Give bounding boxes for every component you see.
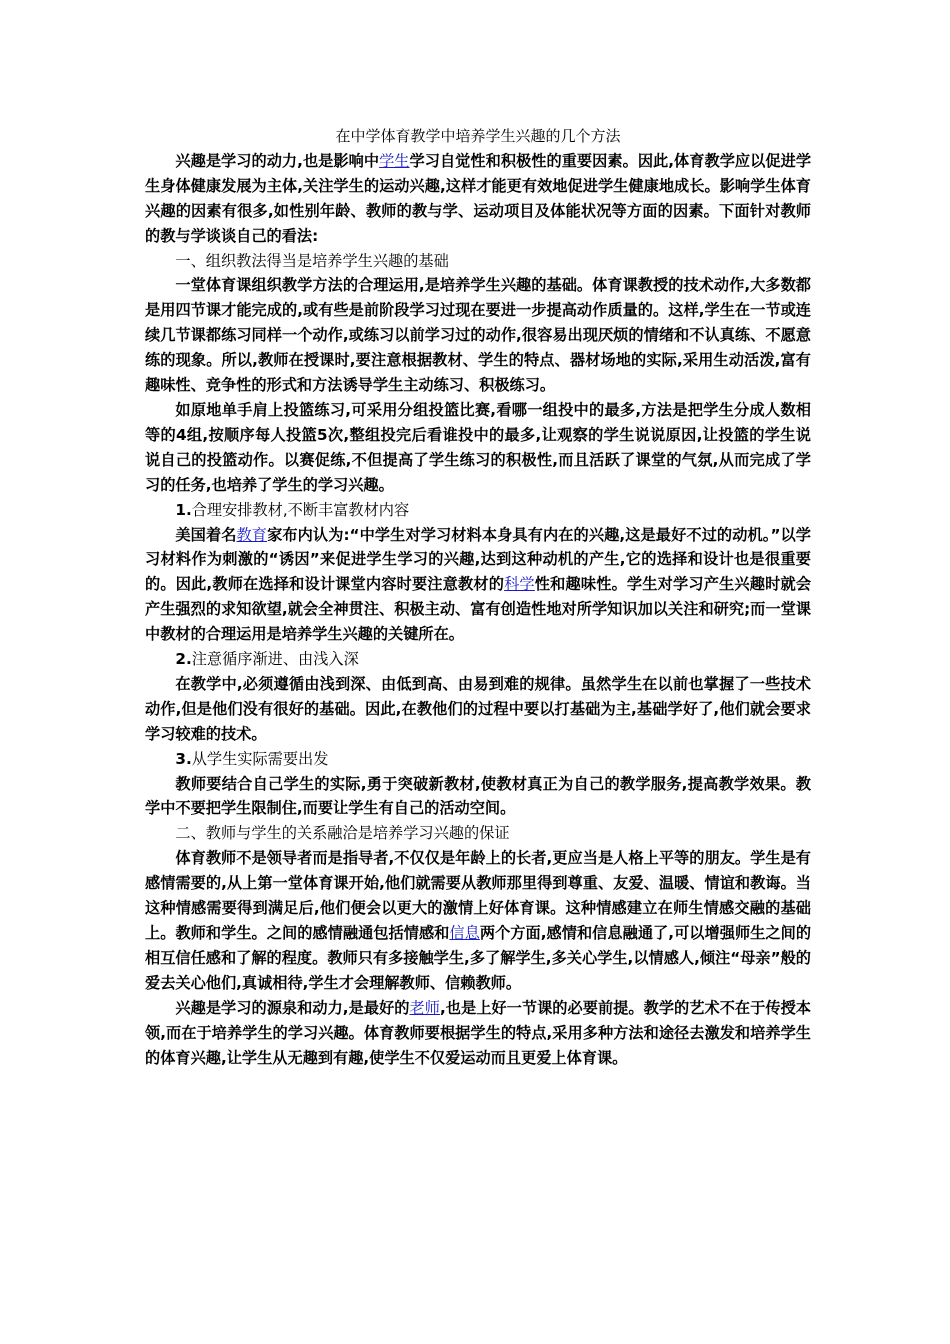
paragraph-gradual: 在教学中,必须遵循由浅到深、由低到高、由易到难的规律。虽然学生在以前也掌握了一些技术动作,但是他们没有很好的基础。因此,在教他们的过程中要以打基础为主,基础学好了,他们就会要求学习较难的技术。	[145, 674, 811, 743]
link-information[interactable]: 信息	[449, 924, 480, 942]
subsection-title: 注意循序渐进、由浅入深	[191, 650, 359, 669]
paragraph-student-needs: 教师要结合自己学生的实际,勇于突破新教材,使教材真正为自己的教学服务,提高教学效果。教学中不要把学生限制住,而要让学生有自己的活动空间。	[145, 774, 811, 818]
paragraph-text: 美国着名	[175, 525, 237, 544]
paragraph-text: 兴趣是学习的源泉和动力,是最好的	[175, 998, 410, 1017]
subsection-number: 1.	[175, 500, 192, 519]
paragraph-relationship	[145, 846, 811, 995]
document-title: 在中学体育教学中培养学生兴趣的几个方法	[335, 127, 621, 145]
paragraph-materials	[145, 523, 811, 648]
link-teacher[interactable]: 老师	[409, 998, 440, 1017]
section-heading-1: 一、组织教法得当是培养学生兴趣的基础	[175, 251, 449, 270]
link-education[interactable]: 教育	[236, 525, 268, 544]
paragraph-text: 两个方面,感情和信息融通了,可以增强师生之间的相互信任感和了解的程度。教师只有多接触学生,多了解学生,多关心学生,以情感人,倾注“母亲”般的爱去关心他们,真诚相待,学生才会理解教师、信赖教师。	[145, 924, 812, 992]
subsection-heading-3	[145, 747, 811, 772]
subsection-title: 从学生实际需要出发	[191, 749, 329, 768]
link-student[interactable]: 学生	[379, 151, 410, 170]
subsection-number: 2.	[175, 650, 192, 669]
paragraph-text: ,也是上好一节课的必要前提。教学的艺术不在于传授本领,而在于培养学生的学习兴趣。体育教师要根据学生的特点,采用多种方法和途径去激发和培养学生的体育兴趣,让学生从无趣到有趣,使学生不仅爱运动而且更爱上体育课。	[145, 998, 811, 1067]
paragraph-text: 体育教师不是领导者而是指导者,不仅仅是年龄上的长者,更应当是人格上平等的朋友。学生是有感情需要的,从上第一堂体育课开始,他们就需要从教师那里得到尊重、友爱、温暖、情谊和教诲。当这种情感需要得到满足后,他们便会以更大的激情上好体育课。这种情感建立在师生情感交融的基础上。教师和学生。之间的感情融通包括情感和	[145, 849, 811, 942]
paragraph-text: 兴趣是学习的动力,也是影响中	[175, 151, 380, 170]
subsection-title: 合理安排教材,不断丰富教材内容	[191, 500, 410, 519]
subsection-heading-1	[145, 498, 811, 523]
paragraph-text: 家布内认为:“中学生对学习材料本身具有内在的兴趣,这是最好不过的动机。”以学习材料作为刺激的“诱因”来促进学生学习的兴趣,达到这种动机的产生,它的选择和设计也是很重要的。因此,教师在选择和设计课堂内容时要注意教材的	[145, 525, 811, 594]
paragraph-intro	[145, 149, 811, 249]
subsection-heading-2	[145, 647, 811, 672]
subsection-number: 3.	[175, 749, 192, 768]
section-heading-2: 二、教师与学生的关系融洽是培养学习兴趣的保证	[175, 824, 510, 843]
paragraph-basketball-example: 如原地单手肩上投篮练习,可采用分组投篮比赛,看哪一组投中的最多,方法是把学生分成人数相等的4组,按顺序每人投篮5次,整组投完后看谁投中的最多,让观察的学生说说原因,让投篮的学生说说自己的投篮动作。以赛促练,不但提高了学生练习的积极性,而且活跃了课堂的气氛,从而完成了学习的任务,也培养了学生的学习兴趣。	[145, 400, 811, 494]
link-science[interactable]: 科学	[504, 575, 535, 594]
paragraph-text: 学习自觉性和积极性的重要因素。因此,体育教学应以促进学生身体健康发展为主体,关注学生的运动兴趣,这样才能更有效地促进学生健康地成长。影响学生体育兴趣的因素有很多,如性别年龄、教师的教与学、运动项目及体能状况等方面的因素。下面针对教师的教与学谈谈自己的看法:	[145, 151, 812, 245]
paragraph-conclusion	[145, 996, 811, 1071]
paragraph-teaching-methods: 一堂体育课组织教学方法的合理运用,是培养学生兴趣的基础。体育课教授的技术动作,大多数都是用四节课才能完成的,或有些是前阶段学习过现在要进一步提高动作质量的。这样,学生在一节或连续几节课都练习同样一个动作,或练习以前学习过的动作,很容易出现厌烦的情绪和不认真练、不愿意练的现象。所以,教师在授课时,要注意根据教材、学生的特点、器材场地的实际,采用生动活泼,富有趣味性、竞争性的形式和方法诱导学生主动练习、积极练习。	[145, 276, 811, 395]
document-body	[145, 124, 811, 1070]
paragraph-text: 性和趣味性。学生对学习产生兴趣时就会产生强烈的求知欲望,就会全神贯注、积极主动、富有创造性地对所学知识加以关注和研究;而一堂课中教材的合理运用是培养学生兴趣的关键所在。	[145, 575, 812, 644]
